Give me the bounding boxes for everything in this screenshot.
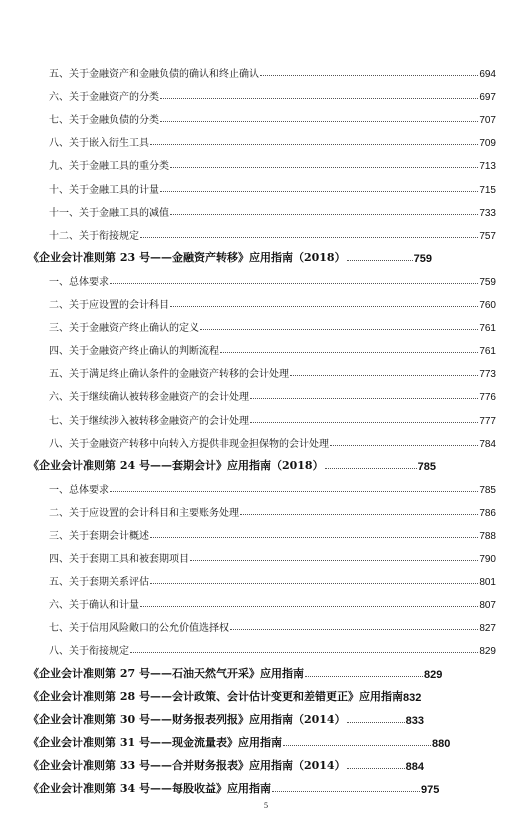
toc-entry-page: 761 bbox=[479, 323, 496, 335]
toc-entry-page: 786 bbox=[479, 507, 496, 519]
toc-chapter[interactable] bbox=[28, 242, 496, 265]
dot-leader bbox=[170, 167, 478, 168]
dot-leader bbox=[130, 652, 478, 653]
toc-chapter[interactable] bbox=[28, 773, 496, 796]
toc-entry-title: 二、关于应设置的会计科目 bbox=[49, 300, 169, 312]
toc-entry-page: 697 bbox=[479, 92, 496, 104]
toc-chapter[interactable] bbox=[28, 750, 496, 773]
toc-entry[interactable] bbox=[28, 496, 496, 519]
dot-leader bbox=[170, 214, 478, 215]
toc-entry[interactable] bbox=[28, 611, 496, 634]
toc-chapter[interactable] bbox=[28, 727, 496, 750]
toc-entry[interactable] bbox=[28, 219, 496, 242]
toc-chapter-page: 884 bbox=[405, 760, 424, 773]
toc-entry-title: 八、关于衔接规定 bbox=[49, 646, 129, 658]
toc-entry-page: 707 bbox=[479, 115, 496, 127]
toc-chapter[interactable] bbox=[28, 681, 496, 704]
toc-entry-title: 八、关于金融资产转移中向转入方提供非现金担保物的会计处理 bbox=[49, 438, 329, 450]
toc-entry[interactable] bbox=[28, 380, 496, 403]
toc-chapter-page: 880 bbox=[431, 737, 451, 750]
dot-leader bbox=[160, 191, 478, 192]
toc-entry-page: 715 bbox=[479, 184, 496, 196]
page-number: 5 bbox=[264, 801, 268, 810]
toc-entry-title: 七、关于信用风险敞口的公允价值选择权 bbox=[49, 623, 229, 635]
toc-entry-title: 二、关于应设置的会计科目和主要账务处理 bbox=[49, 507, 239, 519]
toc-chapter-title: 《企业会计准则第 31 号——现金流量表》应用指南 bbox=[28, 735, 282, 749]
toc-chapter-title: 《企业会计准则第 28 号——会计政策、会计估计变更和差错更正》应用指南 bbox=[28, 689, 403, 703]
toc-chapter-title: 《企业会计准则第 27 号——石油天然气开采》应用指南 bbox=[28, 666, 304, 680]
toc-entry[interactable] bbox=[28, 196, 496, 219]
toc-entry-page: 801 bbox=[479, 577, 496, 589]
toc-entry-page: 760 bbox=[479, 300, 496, 312]
toc-entry-page: 788 bbox=[479, 530, 496, 542]
dot-leader bbox=[290, 375, 478, 376]
toc-chapter-page: 975 bbox=[420, 784, 440, 796]
toc-entry-page: 761 bbox=[479, 346, 496, 358]
toc-entry-page: 733 bbox=[479, 207, 496, 219]
toc-entry[interactable] bbox=[28, 519, 496, 542]
toc-entry[interactable] bbox=[28, 57, 496, 80]
toc-entry-page: 776 bbox=[479, 392, 496, 404]
dot-leader bbox=[250, 422, 478, 423]
toc-chapter[interactable] bbox=[28, 704, 496, 727]
dot-leader bbox=[220, 352, 478, 353]
dot-leader bbox=[150, 144, 478, 145]
toc-entry-title: 十、关于金融工具的计量 bbox=[49, 184, 159, 196]
toc-entry-title: 三、关于金融资产终止确认的定义 bbox=[49, 323, 199, 335]
toc-entry[interactable] bbox=[28, 103, 496, 126]
toc-entry-title: 六、关于金融资产的分类 bbox=[49, 92, 159, 104]
toc-entry-page: 713 bbox=[479, 161, 496, 173]
toc-entry[interactable] bbox=[28, 403, 496, 426]
toc-entry-page: 785 bbox=[479, 484, 496, 496]
dot-leader bbox=[110, 283, 478, 284]
toc-entry-title: 三、关于套期会计概述 bbox=[49, 530, 149, 542]
dot-leader bbox=[230, 629, 478, 630]
dot-leader bbox=[110, 491, 478, 492]
toc-entry-title: 八、关于嵌入衍生工具 bbox=[49, 138, 149, 150]
dot-leader bbox=[170, 306, 478, 307]
table-of-contents bbox=[28, 57, 496, 796]
toc-entry-page: 790 bbox=[479, 554, 496, 566]
toc-entry[interactable] bbox=[28, 634, 496, 657]
toc-entry-title: 五、关于金融资产和金融负债的确认和终止确认 bbox=[49, 69, 259, 81]
toc-entry[interactable] bbox=[28, 172, 496, 195]
toc-entry[interactable] bbox=[28, 149, 496, 172]
toc-entry[interactable] bbox=[28, 265, 496, 288]
dot-leader bbox=[160, 98, 478, 99]
toc-entry[interactable] bbox=[28, 542, 496, 565]
toc-entry-page: 759 bbox=[479, 276, 496, 288]
toc-chapter[interactable] bbox=[28, 450, 496, 473]
dot-leader bbox=[330, 445, 478, 446]
toc-entry[interactable] bbox=[28, 357, 496, 380]
toc-entry-page: 777 bbox=[479, 415, 496, 427]
toc-entry[interactable] bbox=[28, 588, 496, 611]
dot-leader bbox=[200, 329, 478, 330]
toc-entry-page: 694 bbox=[479, 69, 496, 81]
toc-entry-page: 827 bbox=[479, 623, 496, 635]
toc-entry-page: 829 bbox=[479, 646, 496, 658]
toc-entry-title: 六、关于确认和计量 bbox=[49, 600, 139, 612]
toc-entry-page: 807 bbox=[479, 600, 496, 612]
dot-leader bbox=[260, 75, 478, 76]
toc-entry[interactable] bbox=[28, 427, 496, 450]
toc-entry-title: 七、关于继续涉入被转移金融资产的会计处理 bbox=[49, 415, 249, 427]
toc-chapter-title: 《企业会计准则第 30 号——财务报表列报》应用指南（2014） bbox=[28, 712, 346, 726]
toc-chapter-page: 785 bbox=[417, 460, 436, 473]
dot-leader bbox=[150, 583, 478, 584]
toc-entry-page: 757 bbox=[479, 230, 496, 242]
dot-leader bbox=[325, 468, 417, 469]
toc-entry-title: 七、关于金融负债的分类 bbox=[49, 115, 159, 127]
toc-entry-title: 四、关于套期工具和被套期项目 bbox=[49, 554, 189, 566]
toc-entry-title: 四、关于金融资产终止确认的判断流程 bbox=[49, 346, 219, 358]
dot-leader bbox=[140, 606, 478, 607]
toc-chapter[interactable] bbox=[28, 657, 496, 680]
toc-entry-page: 773 bbox=[479, 369, 496, 381]
dot-leader bbox=[347, 768, 405, 769]
toc-chapter-title: 《企业会计准则第 23 号——金融资产转移》应用指南（2018） bbox=[28, 250, 346, 264]
toc-chapter-title: 《企业会计准则第 34 号——每股收益》应用指南 bbox=[28, 782, 271, 795]
dot-leader bbox=[250, 398, 478, 399]
toc-entry-title: 十一、关于金融工具的减值 bbox=[49, 207, 169, 219]
dot-leader bbox=[283, 745, 431, 746]
toc-entry-page: 784 bbox=[479, 438, 496, 450]
dot-leader bbox=[160, 121, 478, 122]
toc-entry[interactable] bbox=[28, 473, 496, 496]
toc-chapter-page: 759 bbox=[413, 252, 432, 265]
toc-entry[interactable] bbox=[28, 565, 496, 588]
toc-entry-title: 九、关于金融工具的重分类 bbox=[49, 161, 169, 173]
dot-leader bbox=[305, 676, 423, 677]
toc-entry[interactable] bbox=[28, 334, 496, 357]
toc-entry-title: 六、关于继续确认被转移金融资产的会计处理 bbox=[49, 392, 249, 404]
dot-leader bbox=[150, 537, 478, 538]
toc-entry-page: 709 bbox=[479, 138, 496, 150]
toc-entry[interactable] bbox=[28, 288, 496, 311]
toc-entry[interactable] bbox=[28, 311, 496, 334]
toc-chapter-title: 《企业会计准则第 33 号——合并财务报表》应用指南（2014） bbox=[28, 758, 346, 772]
toc-entry[interactable] bbox=[28, 80, 496, 103]
toc-entry-title: 五、关于套期关系评估 bbox=[49, 577, 149, 589]
dot-leader bbox=[347, 260, 413, 261]
dot-leader bbox=[190, 560, 478, 561]
dot-leader bbox=[240, 514, 478, 515]
toc-entry[interactable] bbox=[28, 126, 496, 149]
toc-chapter-page: 829 bbox=[423, 668, 443, 681]
dot-leader bbox=[272, 791, 420, 792]
toc-entry-title: 一、总体要求 bbox=[49, 484, 109, 496]
toc-entry-title: 一、总体要求 bbox=[49, 276, 109, 288]
dot-leader bbox=[140, 237, 478, 238]
toc-chapter-title: 《企业会计准则第 24 号——套期会计》应用指南（2018） bbox=[28, 458, 324, 472]
toc-chapter-page: 833 bbox=[405, 714, 424, 727]
toc-chapter-page: 832 bbox=[402, 691, 422, 704]
dot-leader bbox=[347, 722, 405, 723]
toc-entry-title: 五、关于满足终止确认条件的金融资产转移的会计处理 bbox=[49, 369, 289, 381]
toc-entry-title: 十二、关于衔接规定 bbox=[49, 230, 139, 242]
